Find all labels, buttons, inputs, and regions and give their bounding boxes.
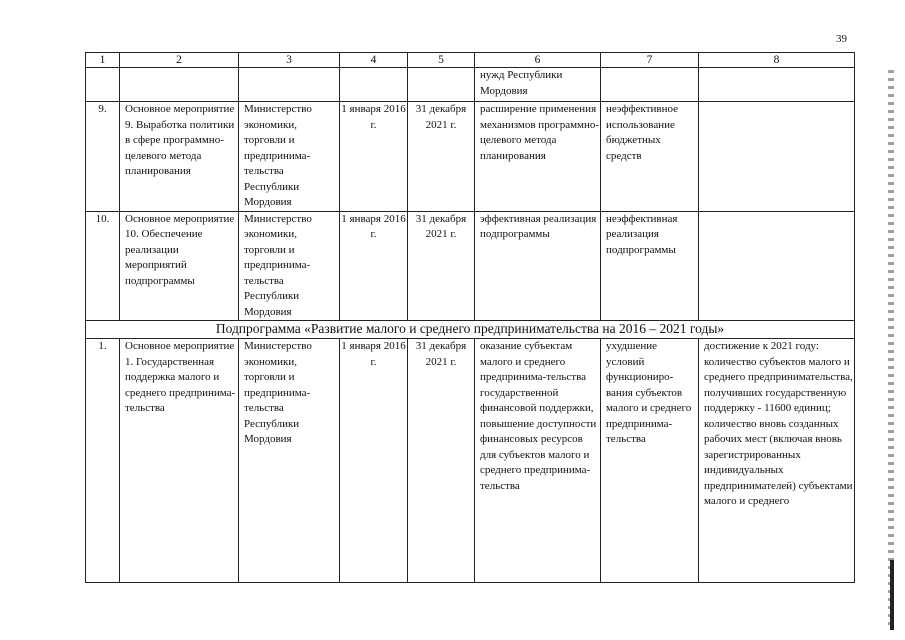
activity-cell: Основное мероприятие 1. Государственная поддержка малого и среднего предпринима-тельства [120, 339, 239, 583]
start-date-cell: 1 января 2016 г. [340, 211, 408, 321]
consequences-cell: неэффективное использование бюджетных средств [601, 102, 699, 212]
column-header: 5 [408, 53, 475, 68]
column-header: 7 [601, 53, 699, 68]
executor-cell: Министерство экономики, торговли и предпринима-тельства Республики Мордовия [239, 211, 340, 321]
executor-cell: Министерство экономики, торговли и предпринима-тельства Республики Мордовия [239, 102, 340, 212]
column-header: 6 [475, 53, 601, 68]
table-cell [408, 68, 475, 102]
expected-result-cell: эффективная реализация подпрограммы [475, 211, 601, 321]
table-cell [340, 68, 408, 102]
table-row [86, 102, 855, 212]
consequences-cell: неэффективная реализация подпрограммы [601, 211, 699, 321]
subprogram-title: Подпрограмма «Развитие малого и среднего предпринимательства на 2016 – 2021 годы» [86, 321, 855, 339]
row-number: 1. [86, 339, 120, 583]
column-header-row [86, 53, 855, 68]
row-number: 10. [86, 211, 120, 321]
start-date-cell: 1 января 2016 г. [340, 339, 408, 583]
table-row [86, 339, 855, 583]
end-date-cell: 31 декабря 2021 г. [408, 211, 475, 321]
activity-cell: Основное мероприятие 10. Обеспечение реализации мероприятий подпрограммы [120, 211, 239, 321]
expected-result-cell: расширение применения механизмов программно-целевого метода планирования [475, 102, 601, 212]
table-row [86, 211, 855, 321]
indicators-cell [699, 102, 855, 212]
executor-cell: Министерство экономики, торговли и предпринима-тельства Республики Мордовия [239, 339, 340, 583]
column-header: 3 [239, 53, 340, 68]
scan-edge-mark [890, 560, 894, 630]
column-header: 2 [120, 53, 239, 68]
expected-result-cell: нужд Республики Мордовия [475, 68, 601, 102]
page-number: 39 [836, 33, 847, 45]
start-date-cell: 1 января 2016 г. [340, 102, 408, 212]
table-cell [239, 68, 340, 102]
indicators-cell: достижение к 2021 году: количество субъектов малого и среднего предпринимательства, получивших государственную поддержку - 11600 единиц; количество вновь созданных рабочих мест (включая вновь зарегистрированных индивидуальных предпринимателей) субъектами малого и среднего [699, 339, 855, 583]
column-header: 1 [86, 53, 120, 68]
table-cell [699, 68, 855, 102]
column-header: 4 [340, 53, 408, 68]
expected-result-cell: оказание субъектам малого и среднего предпринима-тельства государственной финансовой поддержки, повышение доступности финансовых ресурсов для субъектов малого и среднего предпринима-тельства [475, 339, 601, 583]
table-cell [601, 68, 699, 102]
column-header: 8 [699, 53, 855, 68]
end-date-cell: 31 декабря 2021 г. [408, 339, 475, 583]
table-cell [86, 68, 120, 102]
continuation-row [86, 68, 855, 102]
activity-cell: Основное мероприятие 9. Выработка политики в сфере программно-целевого метода планирования [120, 102, 239, 212]
row-number: 9. [86, 102, 120, 212]
section-title-row [86, 321, 855, 339]
program-activities-table [85, 52, 855, 583]
indicators-cell [699, 211, 855, 321]
end-date-cell: 31 декабря 2021 г. [408, 102, 475, 212]
table-cell [120, 68, 239, 102]
consequences-cell: ухудшение условий функциониро-вания субъектов малого и среднего предпринима-тельства [601, 339, 699, 583]
scan-edge-shadow [888, 70, 894, 630]
